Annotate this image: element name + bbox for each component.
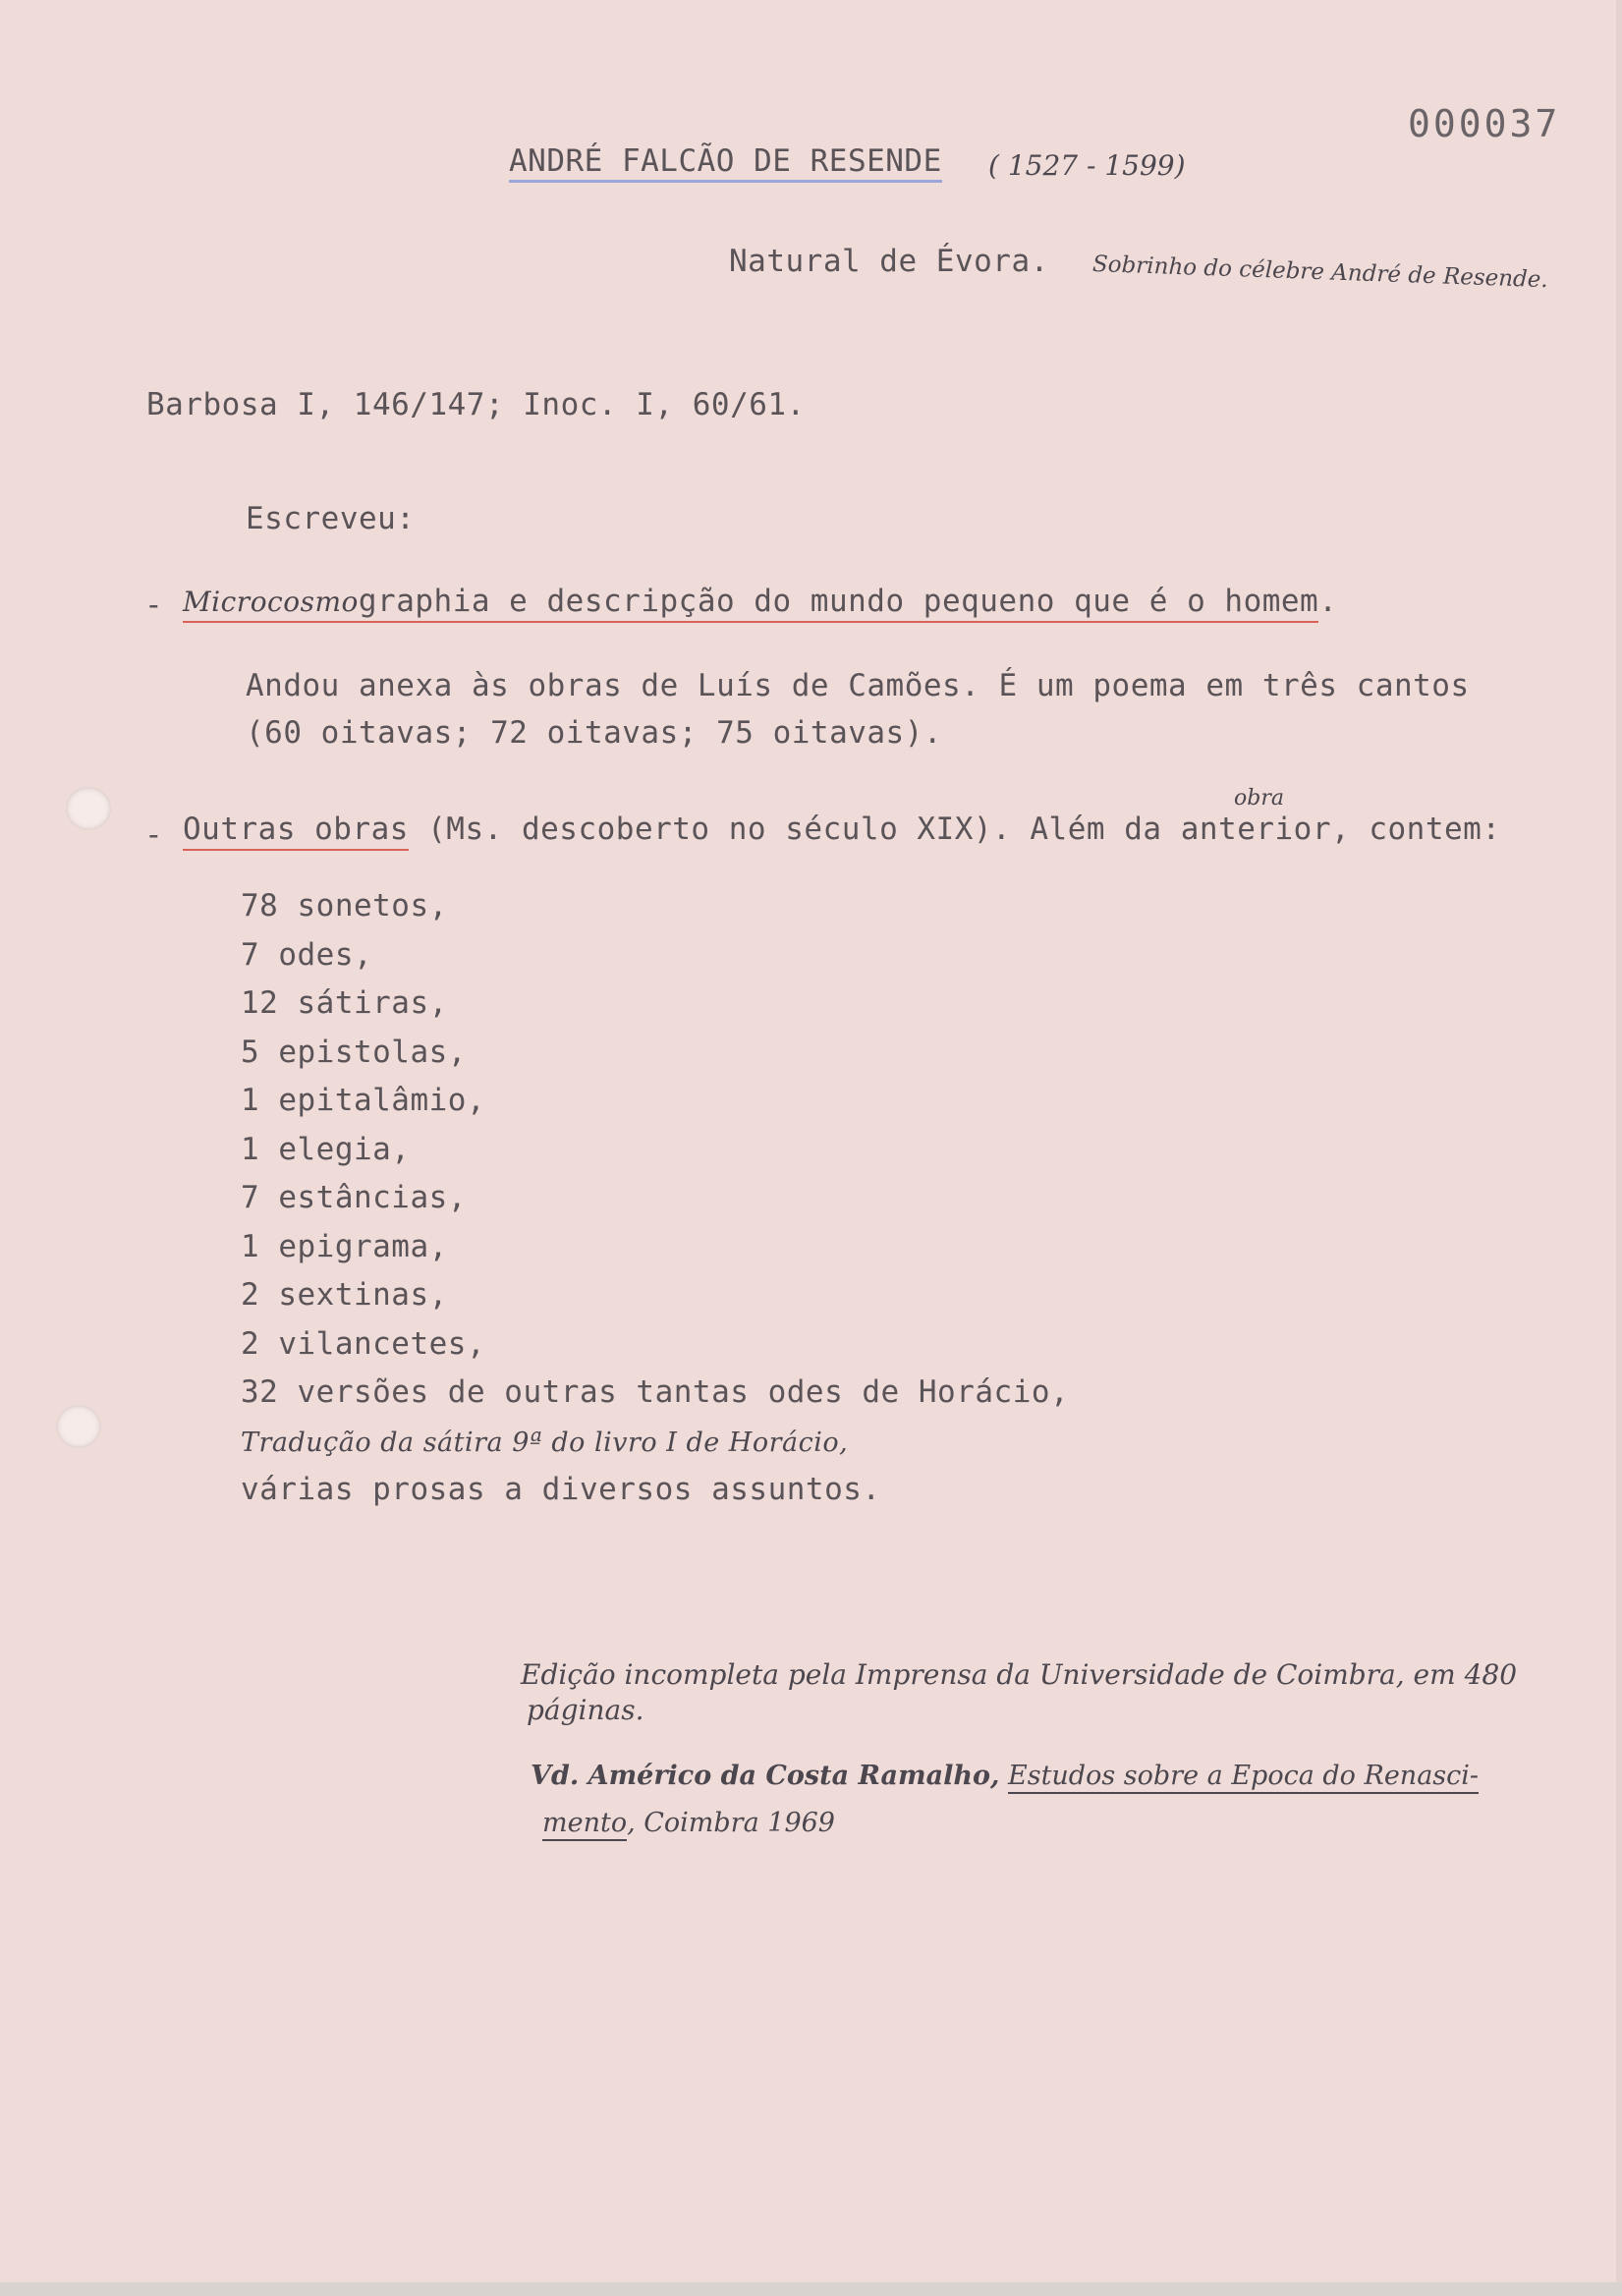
list-item: 1 elegia,	[241, 1131, 411, 1167]
list-item: 78 sonetos,	[241, 888, 448, 924]
reference-suffix: , Coimbra 1969	[627, 1808, 835, 1838]
punch-hole-top	[66, 787, 111, 830]
work2-note-a: (Ms. descoberto no século XIX). Além da	[427, 812, 1162, 847]
list-item: 7 odes,	[241, 936, 373, 973]
work2-insert-handwritten: obra	[1234, 786, 1284, 811]
work1-title-end: .	[1318, 584, 1338, 619]
bibliographic-references: Barbosa I, 146/147; Inoc. I, 60/61.	[146, 387, 806, 422]
page-bottom-edge	[0, 2282, 1622, 2296]
work1-title	[183, 584, 1337, 619]
reference-title-part2: mento	[542, 1808, 627, 1841]
work1-bullet: -	[144, 588, 164, 623]
origin-handwritten: Sobrinho do célebre André de Resende.	[1091, 252, 1549, 294]
document-number: 000037	[1408, 102, 1561, 145]
edition-note-line2: páginas.	[527, 1694, 644, 1726]
author-name: ANDRÉ FALCÃO DE RESENDE	[509, 143, 942, 183]
work2-note-b: anterior, contem:	[1180, 812, 1501, 847]
work2-title: Outras obras	[183, 812, 409, 851]
list-item: 7 estâncias,	[241, 1180, 467, 1215]
work1-description-line1: Andou anexa às obras de Luís de Camões. É um poema em três cantos	[246, 668, 1470, 703]
list-item: 32 versões de outras tantas odes de Horácio,	[241, 1374, 1070, 1410]
work2-bullet: -	[144, 817, 164, 853]
list-item: 1 epigrama,	[241, 1228, 448, 1264]
reference-prefix: Vd. Américo da Costa Ramalho,	[531, 1761, 1000, 1791]
list-item-handwritten	[241, 1418, 1069, 1467]
edition-note-line1: Edição incompleta pela Imprensa da Universidade de Coimbra, em 480	[521, 1658, 1518, 1691]
origin-typed: Natural de Évora.	[729, 244, 1049, 279]
works-list	[241, 882, 1069, 1515]
handwritten-translation-note: Tradução da sátira 9ª do livro I de Horácio,	[241, 1427, 849, 1458]
reference-note-line2	[542, 1808, 835, 1838]
author-dates: ( 1527 - 1599)	[988, 149, 1186, 182]
page-right-edge	[1616, 0, 1622, 2296]
work2-heading	[183, 812, 1500, 847]
list-item: 1 epitalâmio,	[241, 1083, 486, 1118]
work1-description-line2: (60 oitavas; 72 oitavas; 75 oitavas).	[246, 715, 943, 751]
reference-note-line1	[531, 1761, 1479, 1791]
reference-title-part1: Estudos sobre a Epoca do Renasci-	[1008, 1761, 1479, 1794]
wrote-label: Escreveu:	[246, 501, 416, 536]
work1-title-typed: graphia e descripção do mundo pequeno que é o homem	[358, 584, 1319, 619]
punch-hole-bottom	[56, 1405, 101, 1448]
work1-title-underlined	[183, 584, 1318, 623]
list-item: 2 vilancetes,	[241, 1325, 486, 1362]
author-heading	[509, 143, 942, 179]
list-item: 2 sextinas,	[241, 1277, 448, 1313]
list-item: 12 sátiras,	[241, 985, 448, 1021]
list-item: várias prosas a diversos assuntos.	[241, 1472, 881, 1507]
work1-title-handwritten: Microcosmo	[183, 586, 359, 618]
list-item: 5 epistolas,	[241, 1034, 467, 1070]
